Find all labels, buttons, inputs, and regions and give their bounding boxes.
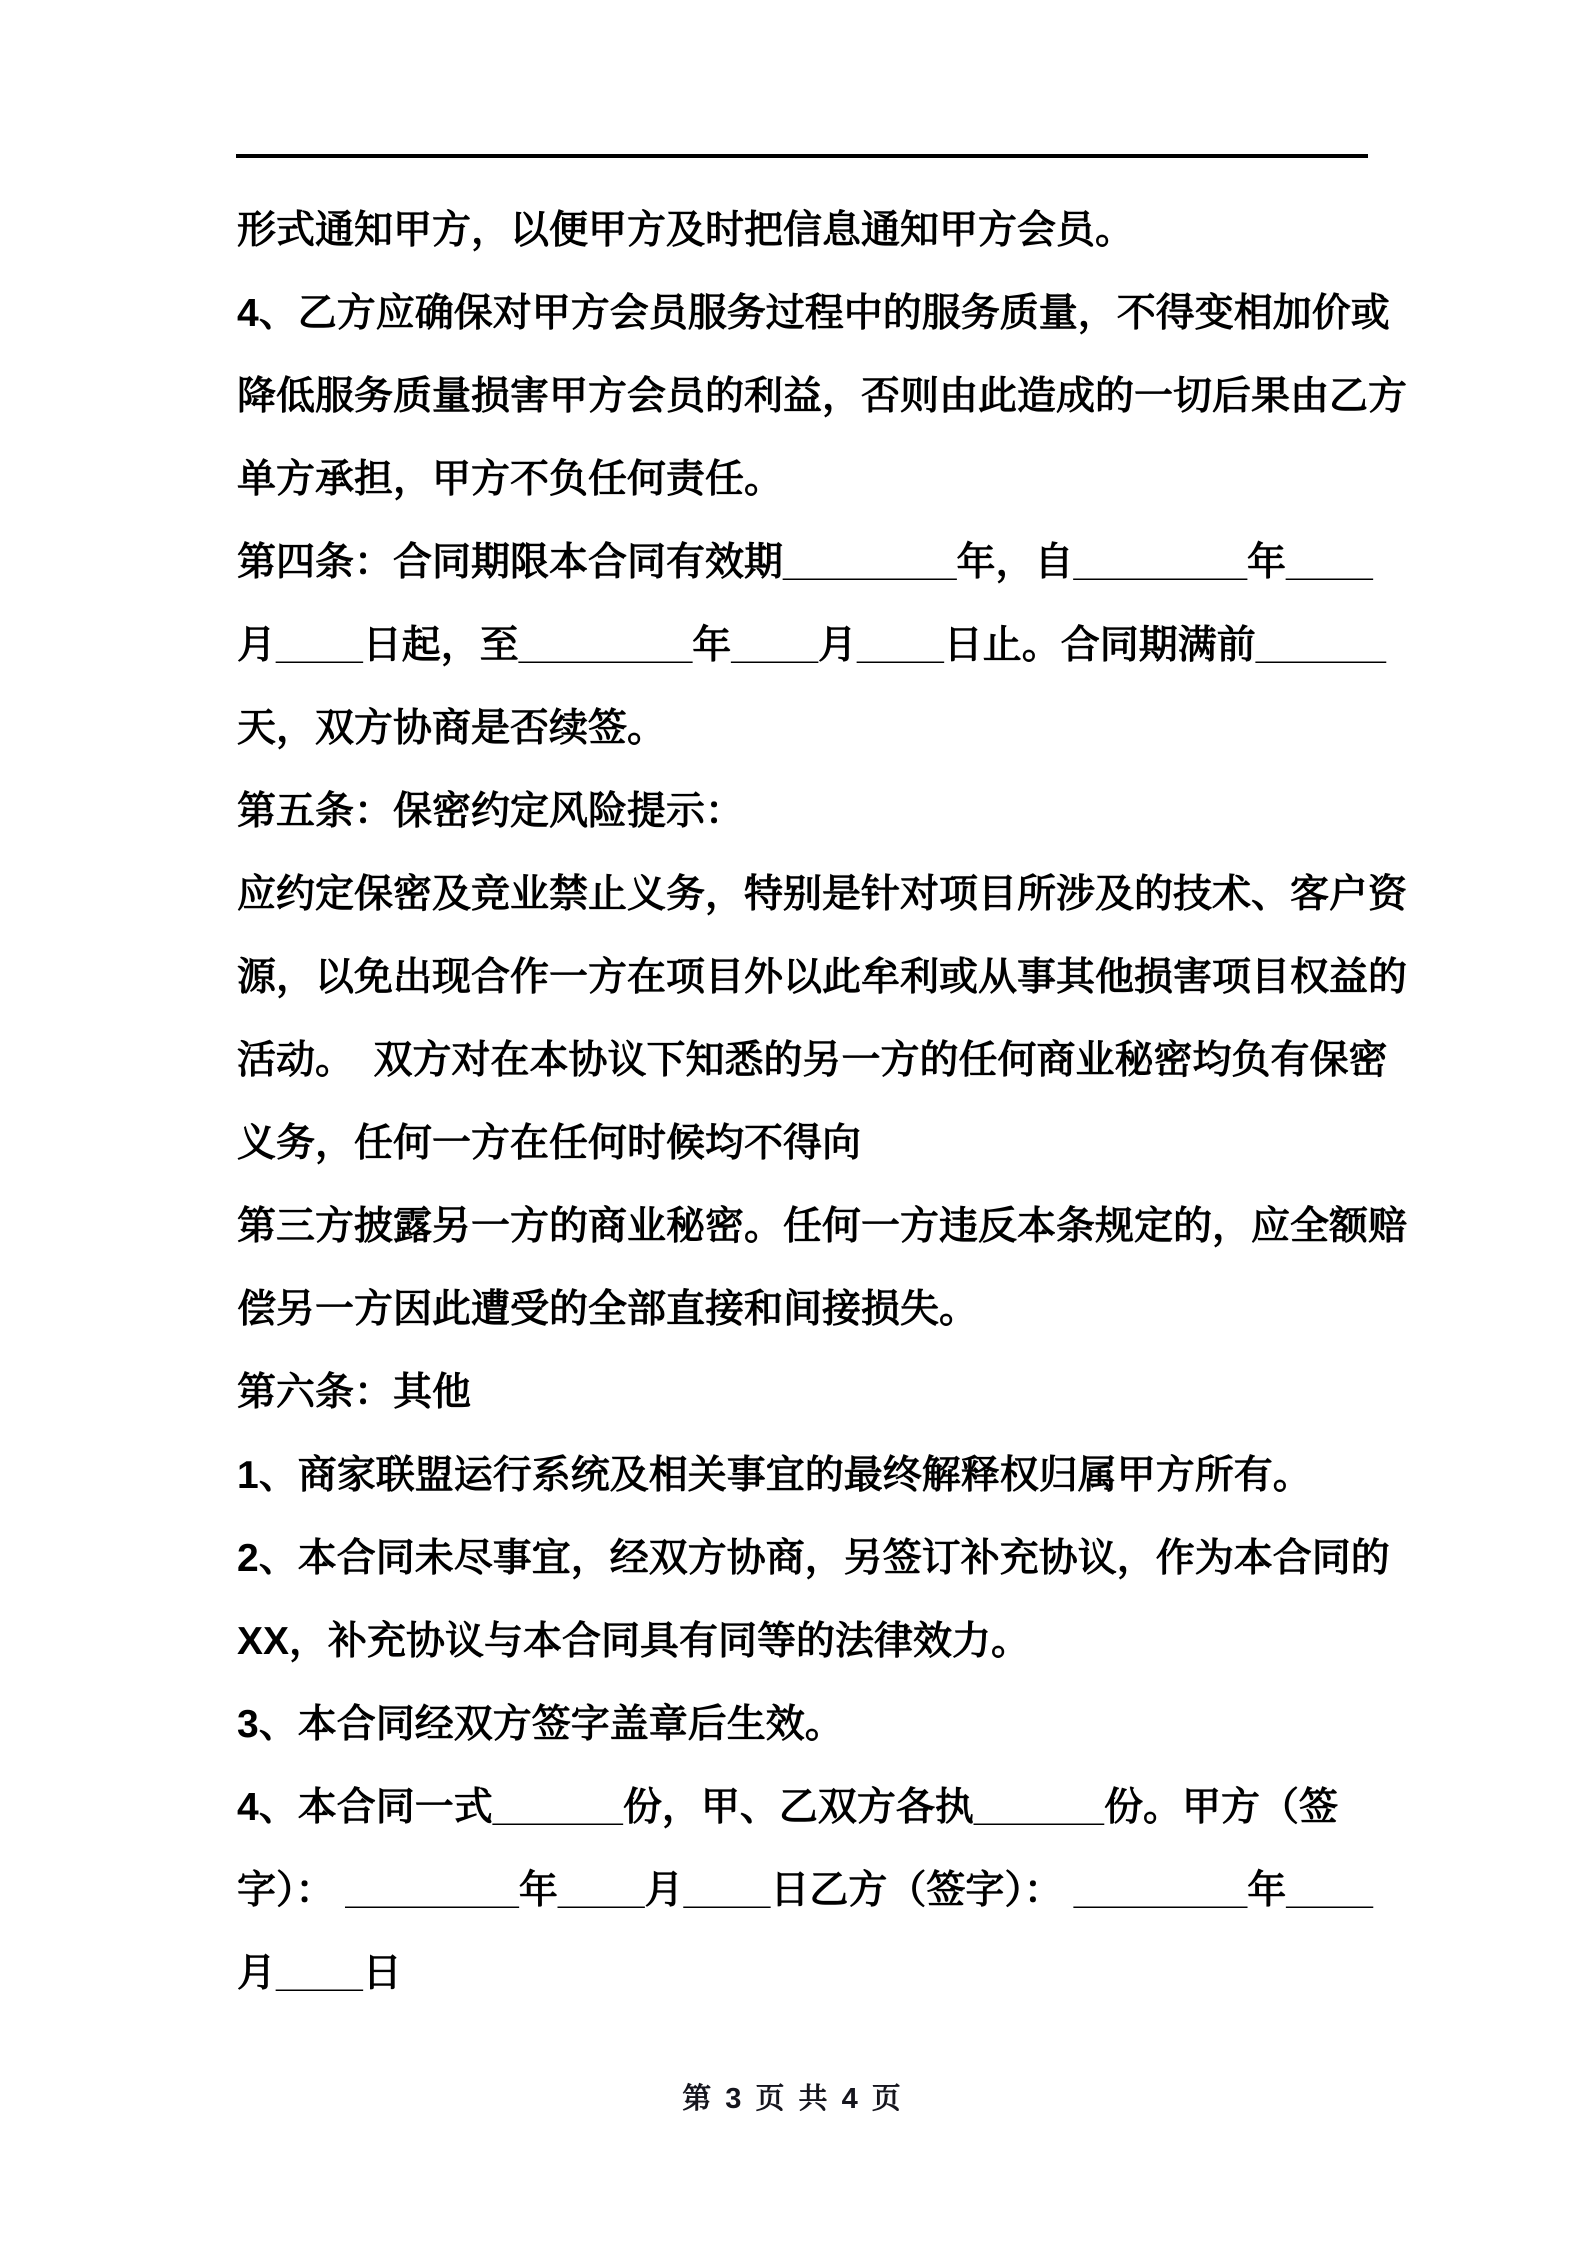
text-line-3: 降低服务质量损害甲方会员的利益，否则由此造成的一切后果由乙方: [237, 375, 1408, 418]
text-line-14: 偿另一方因此遭受的全部直接和间接损失。: [237, 1288, 979, 1331]
text-line-10: 源，以免出现合作一方在项目外以此牟利或从事其他损害项目权益的: [237, 956, 1408, 999]
text-line-18: XX，补充协议与本合同具有同等的法律效力。: [237, 1620, 1031, 1663]
text-line-16: 1、商家联盟运行系统及相关事宜的最终解释权归属甲方所有。: [237, 1454, 1312, 1497]
text-line-13: 第三方披露另一方的商业秘密。任何一方违反本条规定的，应全额赔: [237, 1205, 1408, 1248]
text-line-6: 月____日起，至________年____月____日止。合同期满前______: [237, 624, 1386, 667]
text-line-2: 4、乙方应确保对甲方会员服务过程中的服务质量，不得变相加价或: [237, 292, 1390, 335]
text-line-17: 2、本合同未尽事宜，经双方协商，另签订补充协议，作为本合同的: [237, 1537, 1390, 1580]
document-body: [237, 189, 1408, 2015]
text-line-22: 月____日: [237, 1952, 402, 1995]
text-line-8: 第五条：保密约定风险提示：: [237, 790, 745, 833]
text-line-20: 4、本合同一式______份，甲、乙双方各执______份。甲方（签: [237, 1786, 1338, 1829]
page-footer: 第 3 页 共 4 页: [682, 2083, 904, 2115]
header-divider: [236, 154, 1368, 158]
text-line-19: 3、本合同经双方签字盖章后生效。: [237, 1703, 844, 1746]
text-line-12: 义务，任何一方在任何时候均不得向: [237, 1122, 862, 1165]
text-line-9: 应约定保密及竞业禁止义务，特别是针对项目所涉及的技术、客户资: [237, 873, 1408, 916]
text-line-1: 形式通知甲方，以便甲方及时把信息通知甲方会员。: [237, 209, 1135, 252]
text-line-21: 字）： ________年____月____日乙方（签字）： ________年____: [237, 1869, 1373, 1912]
text-line-15: 第六条：其他: [237, 1371, 472, 1414]
text-line-11: 活动。 双方对在本协议下知悉的另一方的任何商业秘密均负有保密: [237, 1039, 1388, 1082]
text-line-7: 天，双方协商是否续签。: [237, 707, 667, 750]
text-line-5: 第四条：合同期限本合同有效期________年，自________年____: [237, 541, 1373, 584]
text-line-4: 单方承担，甲方不负任何责任。: [237, 458, 784, 501]
